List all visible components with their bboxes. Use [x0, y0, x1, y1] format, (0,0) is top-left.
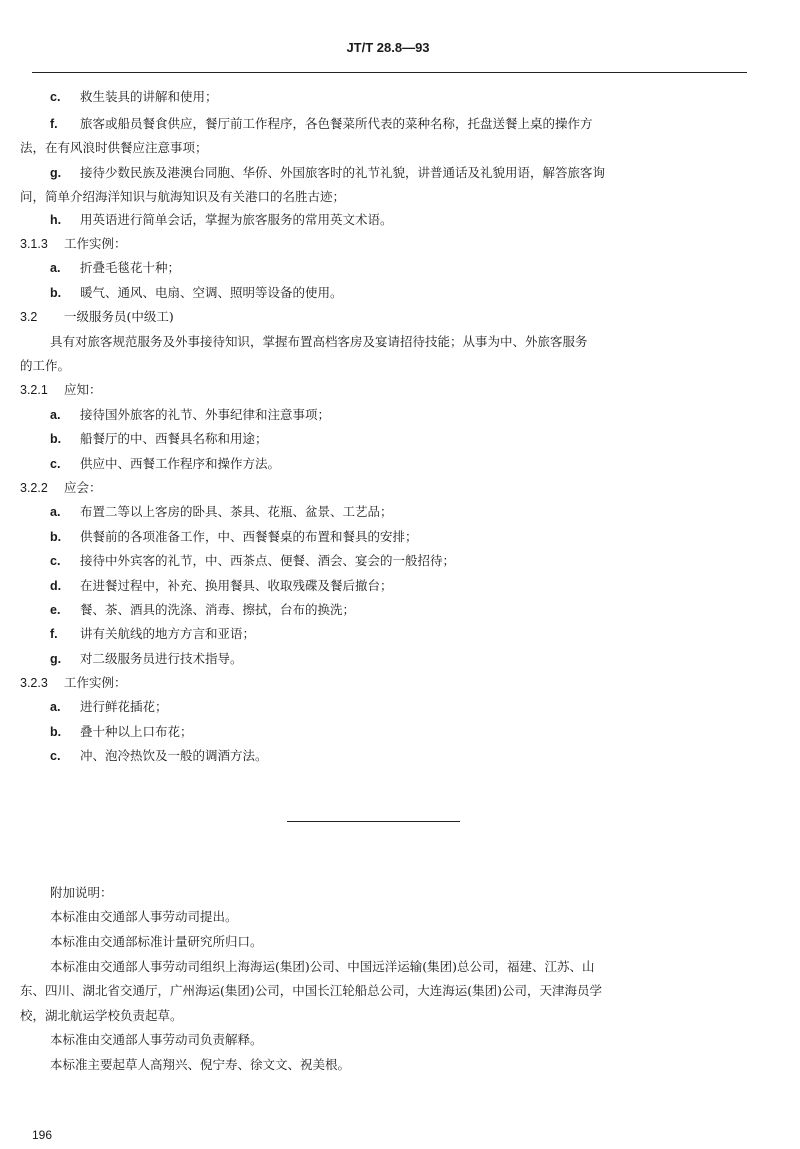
continuation-line: [20, 139, 208, 157]
list-item-f: [50, 625, 255, 643]
item-marker: b.: [50, 286, 62, 300]
item-text: 布置二等以上客房的卧具、茶具、花瓶、盆景、工艺品；: [80, 504, 393, 519]
section-number: 3.2: [20, 310, 38, 324]
section-title: 应会：: [64, 480, 102, 495]
item-text: 供餐前的各项准备工作，中、西餐餐桌的布置和餐具的安排；: [80, 529, 418, 544]
list-item-c: [50, 88, 218, 106]
item-text: 对二级服务员进行技术指导。: [80, 651, 243, 666]
section-title: 工作实例：: [64, 675, 127, 690]
item-marker: f.: [50, 117, 58, 131]
appendix-line: 本标准由交通部标准计量研究所归口。: [50, 934, 263, 949]
item-marker: a.: [50, 408, 61, 422]
item-text: 问，简单介绍海洋知识与航海知识及有关港口的名胜古迹；: [20, 189, 346, 204]
item-marker: f.: [50, 627, 58, 641]
list-item-a: [50, 503, 393, 521]
appendix-line: 本标准由交通部人事劳动司负责解释。: [50, 1032, 263, 1047]
list-item-b: [50, 284, 343, 302]
list-item-f: [50, 115, 593, 133]
list-item-a: [50, 406, 330, 424]
item-text: 的工作。: [20, 358, 71, 373]
continuation-line: [20, 188, 345, 206]
appendix-line: 本标准主要起草人高翔兴、倪宁寿、徐文文、祝美根。: [50, 1057, 351, 1072]
item-marker: b.: [50, 530, 62, 544]
section-heading-3-2-2: [20, 479, 102, 497]
section-title: 工作实例：: [64, 236, 127, 251]
item-text: 暖气、通风、电扇、空调、照明等设备的使用。: [80, 285, 343, 300]
section-heading-3-2: [20, 308, 174, 326]
item-text: 叠十种以上口布花；: [80, 724, 193, 739]
appendix-line: 本标准由交通部人事劳动司提出。: [50, 909, 238, 924]
item-marker: a.: [50, 505, 61, 519]
section-number: 3.2.2: [20, 481, 48, 495]
section-number: 3.1.3: [20, 237, 48, 251]
paragraph-line: [50, 333, 588, 351]
item-text: 接待中外宾客的礼节，中、西茶点、便餐、酒会、宴会的一般招待；: [80, 553, 456, 568]
item-text: 冲、泡冷热饮及一般的调酒方法。: [80, 748, 268, 763]
appendix-heading: 附加说明：: [50, 885, 113, 900]
item-marker: g.: [50, 652, 62, 666]
item-text: 接待国外旅客的礼节、外事纪律和注意事项；: [80, 407, 331, 422]
item-marker: c.: [50, 90, 61, 104]
section-number: 3.2.3: [20, 676, 48, 690]
list-item-c: [50, 455, 280, 473]
list-item-d: [50, 577, 393, 595]
appendix-line: 校，湖北航运学校负责起草。: [20, 1008, 183, 1023]
item-marker: a.: [50, 261, 61, 275]
page-number: 196: [32, 1128, 53, 1142]
document-header-code: JT/T 28.8—93: [346, 40, 430, 55]
item-text: 供应中、西餐工作程序和操作方法。: [80, 456, 281, 471]
list-item-a: [50, 698, 168, 716]
item-text: 进行鲜花插花；: [80, 699, 168, 714]
list-item-g: [50, 164, 605, 182]
item-marker: g.: [50, 166, 62, 180]
item-text: 餐、茶、酒具的洗涤、消毒、擦拭，台布的换洗；: [80, 602, 356, 617]
item-text: 用英语进行简单会话，掌握为旅客服务的常用英文术语。: [80, 212, 393, 227]
list-item-b: [50, 723, 193, 741]
item-marker: e.: [50, 603, 61, 617]
item-text: 救生装具的讲解和使用；: [80, 89, 218, 104]
list-item-b: [50, 430, 268, 448]
item-text: 具有对旅客规范服务及外事接待知识，掌握布置高档客房及宴请招待技能；从事为中、外旅客服务: [50, 334, 588, 349]
item-text: 讲有关航线的地方方言和亚语；: [80, 626, 256, 641]
list-item-e: [50, 601, 355, 619]
item-text: 在进餐过程中，补充、换用餐具、收取残碟及餐后撤台；: [80, 578, 393, 593]
header-rule: [32, 72, 747, 73]
section-heading-3-1-3: [20, 235, 127, 253]
section-heading-3-2-1: [20, 381, 102, 399]
item-text: 船餐厅的中、西餐具名称和用途；: [80, 431, 268, 446]
item-text: 旅客或船员餐食供应，餐厅前工作程序，各色餐菜所代表的菜种名称，托盘送餐上桌的操作方: [80, 116, 593, 131]
list-item-c: [50, 747, 268, 765]
section-title: 应知：: [64, 382, 102, 397]
list-item-b: [50, 528, 418, 546]
section-title: 一级服务员(中级工): [64, 309, 174, 324]
item-marker: b.: [50, 725, 62, 739]
list-item-c: [50, 552, 455, 570]
item-text: 折叠毛毯花十种；: [80, 260, 181, 275]
list-item-h: [50, 211, 393, 229]
item-text: 法，在有风浪时供餐应注意事项；: [20, 140, 208, 155]
item-marker: c.: [50, 457, 61, 471]
item-text: 接待少数民族及港澳台同胞、华侨、外国旅客时的礼节礼貌，讲普通话及礼貌用语，解答旅客询: [80, 165, 606, 180]
item-marker: d.: [50, 579, 62, 593]
end-of-text-rule: [287, 821, 460, 822]
item-marker: c.: [50, 749, 61, 763]
item-marker: a.: [50, 700, 61, 714]
section-heading-3-2-3: [20, 674, 127, 692]
appendix-line: 东、四川、湖北省交通厅，广州海运(集团)公司，中国长江轮船总公司，大连海运(集团)公司，天津海员学: [20, 983, 603, 998]
item-marker: b.: [50, 432, 62, 446]
item-marker: h.: [50, 213, 62, 227]
appendix-line: 本标准由交通部人事劳动司组织上海海运(集团)公司、中国远洋运输(集团)总公司，福建、江苏、山: [50, 959, 595, 974]
list-item-a: [50, 259, 180, 277]
continuation-line: [20, 357, 70, 375]
item-marker: c.: [50, 554, 61, 568]
list-item-g: [50, 650, 243, 668]
section-number: 3.2.1: [20, 383, 48, 397]
